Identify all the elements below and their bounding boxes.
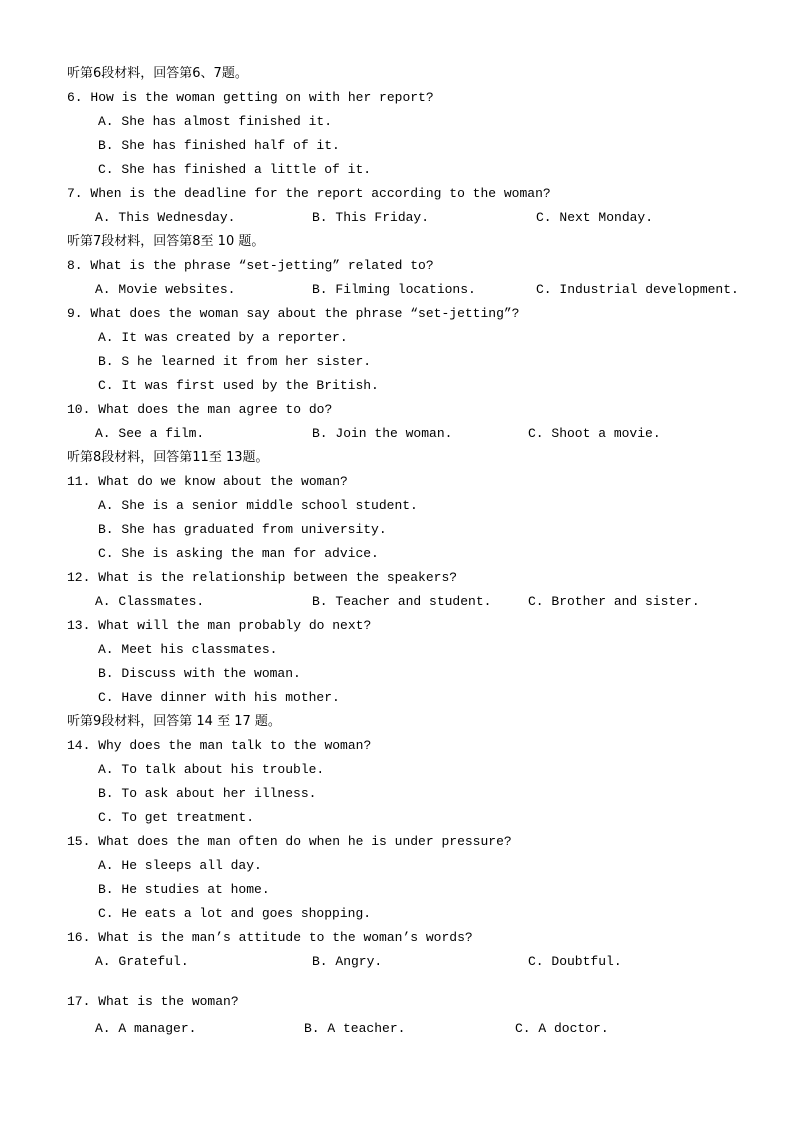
q8-options — [0, 278, 793, 302]
q14-option-c: C. To get treatment. — [98, 810, 255, 825]
question-15: 15. What does the man often do when he is under pressure? — [67, 834, 512, 849]
q6-option-a: A. She has almost finished it. — [98, 114, 333, 129]
q10-option-b: B. Join the woman. — [312, 426, 453, 441]
question-6: 6. How is the woman getting on with her report? — [67, 90, 434, 105]
section-heading-9: 听第9段材料，回答第 14 至 17 题。 — [67, 714, 281, 729]
q6-option-c: C. She has finished a little of it. — [98, 162, 372, 177]
q14-option-b: B. To ask about her illness. — [98, 786, 317, 801]
q12-option-a: A. Classmates. — [95, 594, 205, 609]
q16-options — [0, 950, 793, 974]
question-8: 8. What is the phrase “set-jetting” related to? — [67, 258, 434, 273]
spacer — [0, 974, 793, 990]
q8-option-a: A. Movie websites. — [95, 282, 236, 297]
q12-option-b: B. Teacher and student. — [312, 594, 492, 609]
section-heading-8: 听第8段材料，回答第11至 13题。 — [67, 450, 269, 465]
section-heading-7: 听第7段材料，回答第8至 10 题。 — [67, 234, 265, 249]
q9-option-b: B. S he learned it from her sister. — [98, 354, 372, 369]
q12-options — [0, 590, 793, 614]
question-16: 16. What is the man’s attitude to the woman’s words? — [67, 930, 473, 945]
q15-option-c: C. He eats a lot and goes shopping. — [98, 906, 372, 921]
q8-option-c: C. Industrial development. — [536, 282, 739, 297]
question-10: 10. What does the man agree to do? — [67, 402, 333, 417]
question-7: 7. When is the deadline for the report according to the woman? — [67, 186, 551, 201]
q16-option-a: A. Grateful. — [95, 954, 189, 969]
question-11: 11. What do we know about the woman? — [67, 474, 348, 489]
q13-option-b: B. Discuss with the woman. — [98, 666, 301, 681]
section-heading-6: 听第6段材料，回答第6、7题。 — [67, 66, 248, 81]
q14-option-a: A. To talk about his trouble. — [98, 762, 325, 777]
question-17: 17. What is the woman? — [67, 994, 239, 1009]
q9-option-c: C. It was first used by the British. — [98, 378, 379, 393]
q10-option-c: C. Shoot a movie. — [528, 426, 661, 441]
question-12: 12. What is the relationship between the speakers? — [67, 570, 458, 585]
q6-option-b: B. She has finished half of it. — [98, 138, 340, 153]
q13-option-c: C. Have dinner with his mother. — [98, 690, 340, 705]
question-9: 9. What does the woman say about the phrase “set-jetting”? — [67, 306, 520, 321]
question-14: 14. Why does the man talk to the woman? — [67, 738, 372, 753]
q10-option-a: A. See a film. — [95, 426, 205, 441]
q17-option-a: A. A manager. — [95, 1021, 197, 1036]
q7-options — [0, 206, 793, 230]
q11-option-c: C. She is asking the man for advice. — [98, 546, 379, 561]
q15-option-a: A. He sleeps all day. — [98, 858, 262, 873]
q17-option-c: C. A doctor. — [515, 1021, 609, 1036]
q17-options — [0, 1017, 793, 1041]
question-13: 13. What will the man probably do next? — [67, 618, 372, 633]
q17-option-b: B. A teacher. — [304, 1021, 406, 1036]
q11-option-a: A. She is a senior middle school student. — [98, 498, 418, 513]
q12-option-c: C. Brother and sister. — [528, 594, 700, 609]
q16-option-c: C. Doubtful. — [528, 954, 622, 969]
q8-option-b: B. Filming locations. — [312, 282, 476, 297]
q16-option-b: B. Angry. — [312, 954, 383, 969]
q15-option-b: B. He studies at home. — [98, 882, 270, 897]
q11-option-b: B. She has graduated from university. — [98, 522, 387, 537]
q10-options — [0, 422, 793, 446]
q7-option-a: A. This Wednesday. — [95, 210, 236, 225]
q13-option-a: A. Meet his classmates. — [98, 642, 278, 657]
q9-option-a: A. It was created by a reporter. — [98, 330, 348, 345]
exam-page — [0, 62, 793, 1041]
q7-option-b: B. This Friday. — [312, 210, 430, 225]
q7-option-c: C. Next Monday. — [536, 210, 654, 225]
